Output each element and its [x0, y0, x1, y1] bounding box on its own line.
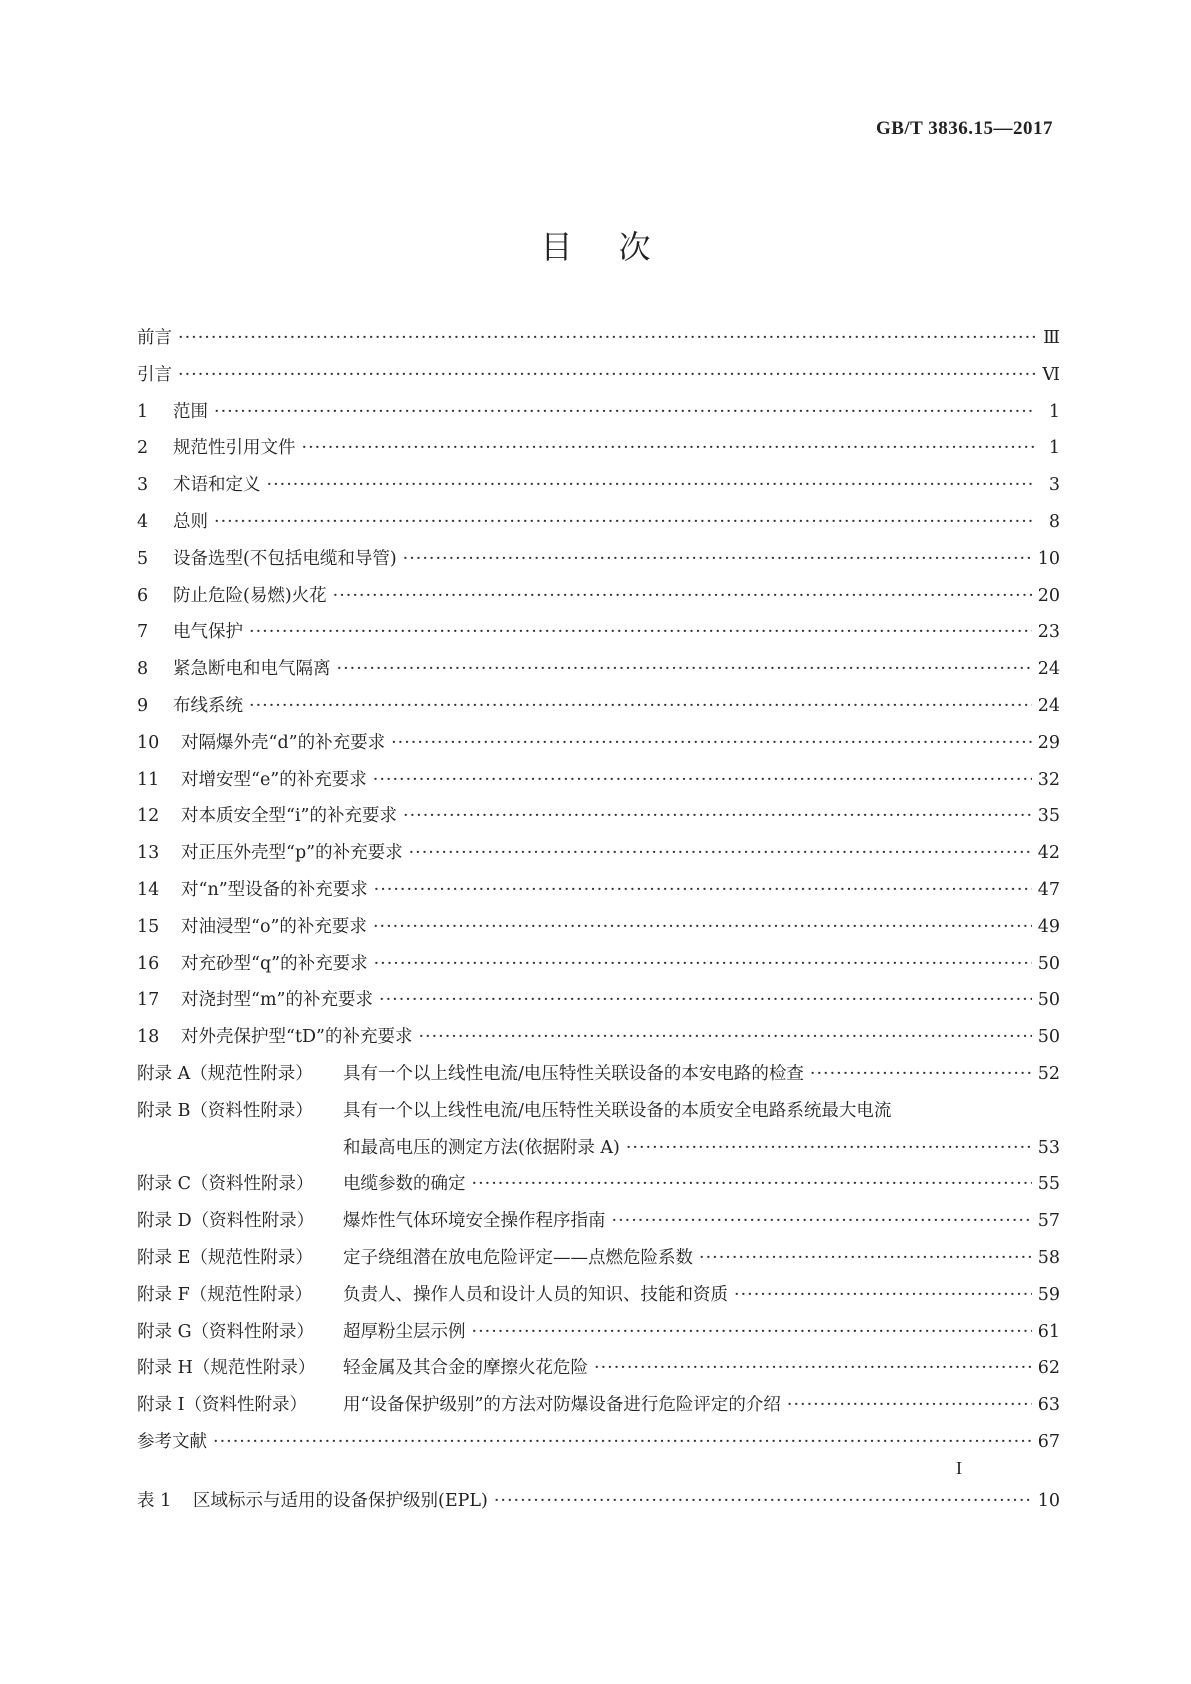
toc-entry-clause[interactable]	[137, 582, 1060, 619]
toc-label	[137, 1354, 588, 1379]
clause-title: 设备选型(不包括电缆和导管)	[173, 548, 397, 569]
annex-title: 负责人、操作人员和设计人员的知识、技能和资质	[343, 1284, 728, 1305]
clause-title: 对隔爆外壳“d”的补充要求	[181, 732, 386, 753]
toc-page: 20	[1037, 585, 1060, 606]
toc-entry-clause[interactable]	[137, 618, 1060, 655]
toc-entry-clause[interactable]	[137, 545, 1060, 582]
toc-entry-clause[interactable]	[137, 729, 1060, 766]
clause-number: 18	[137, 1027, 160, 1048]
leader-dots	[373, 917, 1032, 937]
toc-page: 35	[1037, 806, 1060, 827]
leader-dots	[612, 1211, 1032, 1231]
toc-entry-annex[interactable]	[137, 1244, 1060, 1281]
toc-label	[137, 1318, 466, 1343]
toc-page: 59	[1037, 1284, 1060, 1305]
leader-dots	[214, 402, 1036, 422]
clause-number: 11	[137, 769, 160, 790]
toc-page: 42	[1037, 843, 1060, 864]
leader-dots	[418, 1027, 1031, 1047]
toc-entry-annex[interactable]	[137, 1281, 1060, 1318]
leader-dots	[333, 586, 1032, 606]
annex-designation: 附录 I（资料性附录）	[137, 1395, 307, 1416]
standard-code: GB/T 3836.15—2017	[875, 118, 1053, 139]
toc-entry-annex[interactable]	[137, 1060, 1060, 1097]
toc-page: 24	[1037, 659, 1060, 680]
clause-title: 布线系统	[173, 695, 243, 716]
toc-label	[137, 582, 327, 607]
toc-entry-clause[interactable]	[137, 1023, 1060, 1060]
toc-page: 24	[1037, 695, 1060, 716]
toc-page: 32	[1037, 769, 1060, 790]
toc-page: 61	[1037, 1321, 1060, 1342]
annex-title: 具有一个以上线性电流/电压特性关联设备的本质安全电路系统最大电流	[343, 1100, 892, 1121]
annex-designation: 附录 C（资料性附录）	[137, 1174, 314, 1195]
leader-dots	[302, 438, 1037, 458]
toc-page: 62	[1037, 1358, 1060, 1379]
leader-dots	[403, 806, 1032, 826]
toc-entry-annex[interactable]	[137, 1097, 1060, 1134]
toc-page: Ⅲ	[1043, 328, 1060, 348]
leader-dots	[379, 990, 1032, 1010]
toc-entry-foreword[interactable]	[137, 324, 1060, 361]
leader-dots	[699, 1248, 1032, 1268]
toc-label	[137, 1281, 728, 1306]
leader-dots	[249, 622, 1032, 642]
clause-title: 防止危险(易燃)火花	[173, 585, 327, 606]
clause-number: 6	[137, 585, 149, 606]
leader-dots	[472, 1322, 1032, 1342]
toc-page: 1	[1048, 438, 1060, 459]
leader-dots	[213, 1432, 1032, 1452]
leader-dots	[178, 328, 1036, 348]
clause-number: 5	[137, 548, 149, 569]
toc-page: 55	[1037, 1174, 1060, 1195]
toc-entry-bibliography[interactable]	[137, 1428, 1060, 1465]
toc-label	[137, 839, 403, 864]
leader-dots	[734, 1285, 1032, 1305]
clause-number: 12	[137, 806, 160, 827]
annex-title: 具有一个以上线性电流/电压特性关联设备的本安电路的检查	[343, 1063, 804, 1084]
clause-title: 对正压外壳型“p”的补充要求	[181, 843, 403, 864]
annex-title: 电缆参数的确定	[343, 1174, 466, 1195]
toc-label	[137, 1060, 804, 1085]
clause-title: 对本质安全型“i”的补充要求	[181, 806, 397, 827]
toc-label	[137, 434, 296, 459]
toc-entry-annex-continued[interactable]	[137, 1134, 1060, 1171]
annex-title-continued: 和最高电压的测定方法(依据附录 A)	[343, 1137, 620, 1158]
clause-number: 3	[137, 475, 149, 496]
leader-dots	[178, 365, 1036, 385]
clause-title: 对充砂型“q”的补充要求	[181, 953, 368, 974]
toc-entry-clause[interactable]	[137, 655, 1060, 692]
clause-title: 对增安型“e”的补充要求	[181, 769, 367, 790]
table-title: 区域标示与适用的设备保护级别(EPL)	[193, 1490, 488, 1511]
toc-entry-annex[interactable]	[137, 1391, 1060, 1428]
annex-designation: 附录 D（资料性附录）	[137, 1211, 315, 1232]
toc-entry-table[interactable]	[137, 1487, 1060, 1524]
leader-dots	[249, 696, 1032, 716]
leader-dots	[267, 475, 1037, 495]
toc-label	[137, 471, 261, 496]
annex-designation: 附录 H（规范性附录）	[137, 1358, 316, 1379]
table-number: 表 1	[137, 1490, 172, 1511]
clause-title: 对油浸型“o”的补充要求	[181, 916, 367, 937]
clause-title: 对浇封型“m”的补充要求	[181, 990, 373, 1011]
toc-entry-clause[interactable]	[137, 950, 1060, 987]
leader-dots	[594, 1358, 1032, 1378]
leader-dots	[374, 880, 1032, 900]
toc-page: 1	[1048, 401, 1060, 422]
leader-dots	[472, 1174, 1032, 1194]
leader-dots	[391, 733, 1032, 753]
toc-entry-clause[interactable]	[137, 802, 1060, 839]
toc-entry-annex[interactable]	[137, 1354, 1060, 1391]
table-of-contents	[137, 324, 1060, 1524]
toc-page: Ⅵ	[1042, 364, 1060, 385]
annex-title: 用“设备保护级别”的方法对防爆设备进行危险评定的介绍	[343, 1395, 781, 1416]
toc-page: 29	[1037, 732, 1060, 753]
toc-label	[137, 692, 243, 717]
clause-number: 8	[137, 659, 149, 680]
toc-label: 引言	[137, 364, 172, 385]
clause-number: 7	[137, 622, 149, 643]
toc-label	[137, 655, 331, 680]
toc-page: 67	[1037, 1431, 1060, 1452]
toc-entry-clause[interactable]	[137, 434, 1060, 471]
toc-page: 50	[1037, 990, 1060, 1011]
toc-page: 58	[1037, 1247, 1060, 1268]
toc-label	[137, 1244, 693, 1269]
toc-page: 50	[1037, 1027, 1060, 1048]
page-number: I	[956, 1458, 962, 1478]
leader-dots	[373, 770, 1032, 790]
toc-entry-annex[interactable]	[137, 1318, 1060, 1355]
toc-label	[137, 913, 367, 938]
leader-dots	[787, 1395, 1032, 1415]
toc-label	[137, 1487, 488, 1512]
toc-entry-annex[interactable]	[137, 1207, 1060, 1244]
clause-title: 范围	[173, 401, 208, 422]
toc-label: 前言	[137, 328, 172, 348]
leader-dots	[810, 1064, 1032, 1084]
clause-title: 对外壳保护型“tD”的补充要求	[181, 1027, 413, 1048]
leader-dots	[626, 1138, 1032, 1158]
toc-label	[137, 545, 397, 570]
clause-number: 4	[137, 511, 149, 532]
toc-label	[137, 876, 368, 901]
toc-label	[137, 1097, 891, 1122]
toc-page: 53	[1037, 1137, 1060, 1158]
leader-dots	[337, 659, 1032, 679]
clause-title: 紧急断电和电气隔离	[173, 659, 331, 680]
leader-dots	[494, 1491, 1032, 1511]
clause-title: 对“n”型设备的补充要求	[181, 879, 368, 900]
toc-page: 8	[1048, 511, 1060, 532]
clause-title: 规范性引用文件	[173, 438, 296, 459]
toc-page: 52	[1037, 1063, 1060, 1084]
clause-title: 术语和定义	[173, 475, 261, 496]
toc-page: 50	[1037, 953, 1060, 974]
leader-dots	[403, 549, 1032, 569]
toc-entry-clause[interactable]	[137, 876, 1060, 913]
clause-number: 9	[137, 695, 149, 716]
toc-page: 57	[1037, 1211, 1060, 1232]
annex-designation: 附录 A（规范性附录）	[137, 1063, 313, 1084]
annex-designation: 附录 G（资料性附录）	[137, 1321, 315, 1342]
toc-entry-clause[interactable]	[137, 986, 1060, 1023]
annex-title: 超厚粉尘层示例	[343, 1321, 466, 1342]
toc-page: 23	[1037, 622, 1060, 643]
clause-number: 14	[137, 879, 160, 900]
leader-dots	[214, 512, 1036, 532]
toc-entry-clause[interactable]	[137, 508, 1060, 545]
page-title: 目次	[540, 228, 697, 266]
toc-entry-clause[interactable]	[137, 692, 1060, 729]
clause-number: 10	[137, 732, 160, 753]
toc-label	[137, 1023, 412, 1048]
toc-page: 47	[1037, 879, 1060, 900]
clause-number: 17	[137, 990, 160, 1011]
annex-title: 爆炸性气体环境安全操作程序指南	[343, 1211, 606, 1232]
toc-page: 10	[1037, 548, 1060, 569]
clause-title: 总则	[173, 511, 208, 532]
toc-label	[137, 398, 208, 423]
annex-designation: 附录 B（资料性附录）	[137, 1100, 313, 1121]
clause-title: 电气保护	[173, 622, 243, 643]
toc-label	[137, 766, 367, 791]
leader-dots	[374, 954, 1032, 974]
toc-entry-clause[interactable]	[137, 839, 1060, 876]
annex-designation: 附录 F（规范性附录）	[137, 1284, 313, 1305]
clause-number: 13	[137, 843, 160, 864]
toc-entry-annex[interactable]	[137, 1170, 1060, 1207]
toc-label	[137, 1170, 466, 1195]
toc-entry-introduction[interactable]	[137, 361, 1060, 398]
toc-label	[137, 508, 208, 533]
toc-label	[137, 1207, 606, 1232]
leader-dots	[409, 843, 1032, 863]
toc-label	[137, 729, 385, 754]
toc-entry-clause[interactable]	[137, 766, 1060, 803]
clause-number: 15	[137, 916, 160, 937]
toc-label	[137, 802, 397, 827]
toc-page: 63	[1037, 1395, 1060, 1416]
toc-entry-clause[interactable]	[137, 398, 1060, 435]
toc-page: 3	[1048, 475, 1060, 496]
annex-designation: 附录 E（规范性附录）	[137, 1247, 313, 1268]
toc-page: 10	[1037, 1490, 1060, 1511]
toc-label	[137, 618, 243, 643]
toc-label	[137, 986, 373, 1011]
toc-entry-clause[interactable]	[137, 913, 1060, 950]
toc-label: 参考文献	[137, 1431, 207, 1452]
toc-entry-clause[interactable]	[137, 471, 1060, 508]
clause-number: 16	[137, 953, 160, 974]
toc-label	[137, 1391, 781, 1416]
clause-number: 2	[137, 438, 149, 459]
annex-title: 轻金属及其合金的摩擦火花危险	[343, 1358, 588, 1379]
toc-label	[137, 950, 368, 975]
annex-title: 定子绕组潜在放电危险评定——点燃危险系数	[343, 1247, 693, 1268]
clause-number: 1	[137, 401, 149, 422]
toc-page: 49	[1037, 916, 1060, 937]
